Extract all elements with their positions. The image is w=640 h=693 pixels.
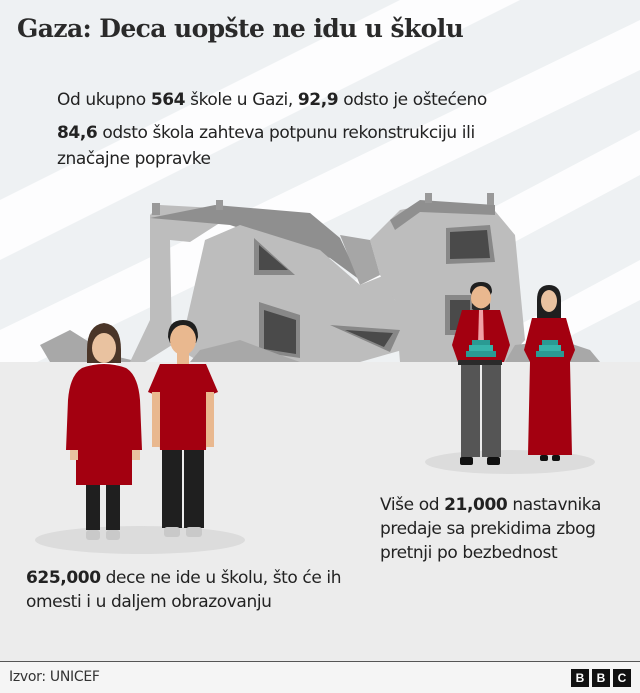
stat-reconstruction: 84,6 odsto škola zahteva potpunu rekonstrukciju ili značajne popravke — [57, 123, 475, 169]
footer — [0, 662, 640, 693]
children-count: 625,000 — [26, 568, 101, 588]
damaged-percent: 92,9 — [297, 90, 339, 110]
bbc-logo-c: C — [613, 669, 631, 687]
schools-count: 564 — [150, 90, 186, 110]
stat-schools-damaged: Od ukupno 564 škole u Gazi, 92,9 odsto je oštećeno — [57, 90, 487, 110]
page-title: Gaza: Deca uopšte ne idu u školu — [17, 14, 464, 43]
female-teacher-figure — [524, 285, 575, 461]
reconstruction-percent: 84,6 — [57, 123, 98, 143]
stat-children: 625,000 dece ne ide u školu, što će ih omesti i u daljem obrazovanju — [26, 568, 342, 612]
bbc-logo-b1: B — [571, 669, 589, 687]
bbc-logo-b2: B — [592, 669, 610, 687]
stat-teachers: Više od 21,000 nastavnika predaje sa prekidima zbog pretnji po bezbednost — [380, 495, 601, 563]
bbc-logo — [571, 669, 631, 687]
teachers-count: 21,000 — [444, 495, 508, 515]
destroyed-building-illustration — [40, 193, 600, 362]
source-label: Izvor: UNICEF — [9, 669, 100, 685]
